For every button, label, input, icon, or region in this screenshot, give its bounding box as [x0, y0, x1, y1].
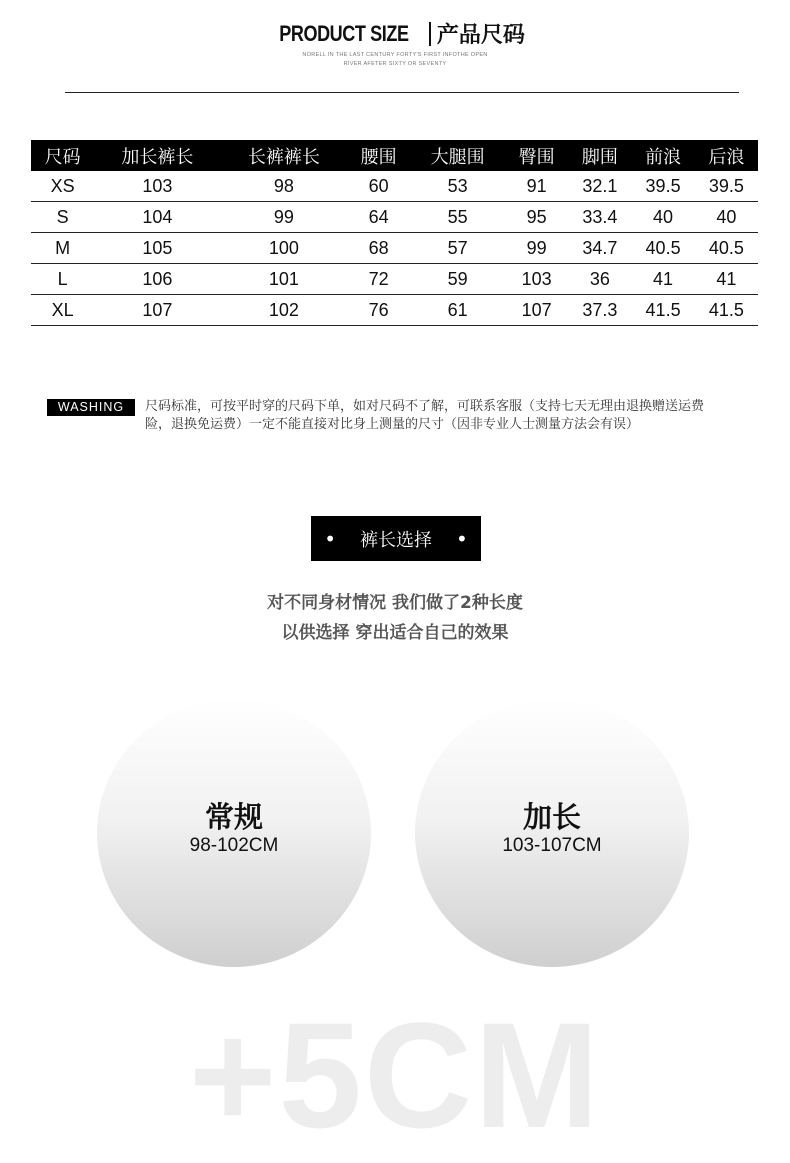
table-cell: 40.5: [695, 233, 758, 264]
table-cell: M: [31, 233, 94, 264]
table-cell: 37.3: [568, 295, 631, 326]
table-cell: 40.5: [631, 233, 694, 264]
table-cell: 98: [221, 171, 347, 202]
washing-text: 尺码标准，可按平时穿的尺码下单，如对尺码不了解，可联系客服（支持七天无理由退换赠送运费险，退换免运费）一定不能直接对比身上测量的尺寸（因非专业人士测量方法会有误）: [145, 399, 705, 432]
title-row: [0, 18, 790, 49]
bullet-dot-icon: •: [324, 526, 336, 551]
option-regular: [97, 699, 371, 967]
table-row: [31, 202, 758, 233]
option-range: 103-107CM: [502, 835, 602, 856]
length-desc-line-1: 对不同身材情况 我们做了2种长度: [267, 593, 523, 613]
table-cell: 95: [505, 202, 568, 233]
table-cell: 59: [410, 264, 505, 295]
subtitle-line-1: NORELL IN THE LAST CENTURY FORTY'S FIRST INFOTHE OPEN: [302, 52, 488, 58]
table-cell: 39.5: [631, 171, 694, 202]
table-cell: 40: [631, 202, 694, 233]
size-table-header-row: [31, 140, 758, 171]
title-divider: [429, 22, 431, 46]
washing-badge: WASHING: [47, 399, 135, 416]
table-cell: 100: [221, 233, 347, 264]
table-cell: 107: [94, 295, 220, 326]
table-cell: S: [31, 202, 94, 233]
table-cell: 99: [505, 233, 568, 264]
table-cell: 34.7: [568, 233, 631, 264]
option-title: 加长: [522, 800, 581, 834]
subtitle-line-2: RIVER AFETER SIXTY OR SEVENTY: [343, 61, 447, 67]
table-row: [31, 295, 758, 326]
table-cell: XS: [31, 171, 94, 202]
table-cell: 57: [410, 233, 505, 264]
title-en: PRODUCT SIZE: [279, 20, 409, 46]
table-row: [31, 264, 758, 295]
table-cell: 101: [221, 264, 347, 295]
header-cell: 前浪: [631, 140, 694, 171]
header-divider: [65, 92, 739, 93]
option-range: 98-102CM: [189, 835, 279, 856]
header-cell: 大腿围: [410, 140, 505, 171]
header-cell: 长裤裤长: [221, 140, 347, 171]
table-cell: XL: [31, 295, 94, 326]
table-cell: 53: [410, 171, 505, 202]
option-long: [415, 699, 689, 967]
table-cell: 41: [695, 264, 758, 295]
header-cell: 脚围: [568, 140, 631, 171]
table-cell: 102: [221, 295, 347, 326]
option-title: 常规: [204, 800, 263, 834]
table-cell: 41: [631, 264, 694, 295]
table-cell: 41.5: [695, 295, 758, 326]
length-section-label: 裤长选择: [360, 529, 432, 551]
table-cell: 99: [221, 202, 347, 233]
size-table: [31, 140, 758, 326]
length-section-badge: [311, 516, 481, 561]
table-cell: 105: [94, 233, 220, 264]
length-desc-line-2: 以供选择 穿出适合自己的效果: [281, 623, 509, 643]
table-cell: 104: [94, 202, 220, 233]
table-cell: 60: [347, 171, 410, 202]
bullet-dot-icon: •: [456, 526, 468, 551]
table-cell: 40: [695, 202, 758, 233]
header-cell: 尺码: [31, 140, 94, 171]
table-cell: 103: [94, 171, 220, 202]
table-cell: 106: [94, 264, 220, 295]
subtitle: [0, 51, 790, 69]
table-cell: 107: [505, 295, 568, 326]
title-cn: 产品尺码: [436, 23, 525, 48]
table-cell: 36: [568, 264, 631, 295]
header-cell: 腰围: [347, 140, 410, 171]
table-cell: 32.1: [568, 171, 631, 202]
table-row: [31, 233, 758, 264]
table-cell: 39.5: [695, 171, 758, 202]
table-row: [31, 171, 758, 202]
table-cell: 76: [347, 295, 410, 326]
header: [0, 18, 790, 69]
header-cell: 后浪: [695, 140, 758, 171]
table-cell: 64: [347, 202, 410, 233]
table-cell: L: [31, 264, 94, 295]
length-difference-watermark: +5CM: [188, 991, 602, 1159]
header-cell: 臀围: [505, 140, 568, 171]
table-cell: 41.5: [631, 295, 694, 326]
table-cell: 91: [505, 171, 568, 202]
table-cell: 72: [347, 264, 410, 295]
table-cell: 68: [347, 233, 410, 264]
header-cell: 加长裤长: [94, 140, 220, 171]
table-cell: 61: [410, 295, 505, 326]
table-cell: 55: [410, 202, 505, 233]
table-cell: 33.4: [568, 202, 631, 233]
table-cell: 103: [505, 264, 568, 295]
